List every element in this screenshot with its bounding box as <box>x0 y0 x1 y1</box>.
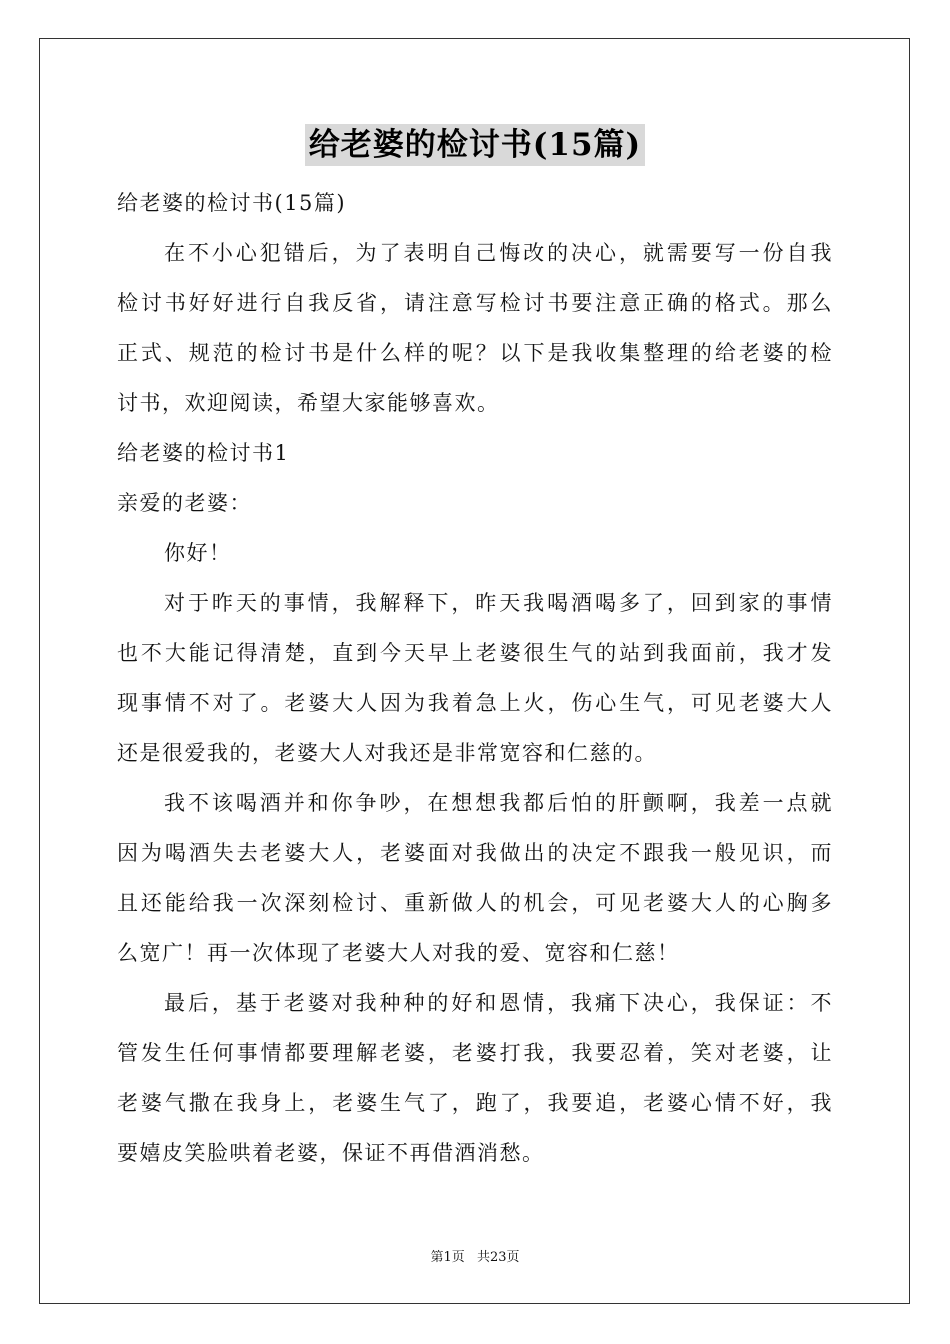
paragraph-line: 且还能给我一次深刻检讨、重新做人的机会，可见老婆大人的心胸多 <box>117 891 833 915</box>
greeting: 你好！ <box>164 541 232 565</box>
section-heading: 给老婆的检讨书1 <box>117 441 290 465</box>
page-total: 共23页 <box>476 1250 520 1265</box>
paragraph-line: 对于昨天的事情，我解释下，昨天我喝酒喝多了，回到家的事情 <box>164 591 833 615</box>
paragraph-line: 现事情不对了。老婆大人因为我着急上火，伤心生气，可见老婆大人 <box>117 691 833 715</box>
paragraph-line: 还是很爱我的，老婆大人对我还是非常宽容和仁慈的。 <box>117 741 657 765</box>
paragraph-line: 老婆气撒在我身上，老婆生气了，跑了，我要追，老婆心情不好，我 <box>117 1091 833 1115</box>
salutation: 亲爱的老婆： <box>117 491 252 515</box>
document-subtitle: 给老婆的检讨书(15篇) <box>117 191 347 215</box>
paragraph-line: 管发生任何事情都要理解老婆，老婆打我，我要忍着，笑对老婆，让 <box>117 1041 833 1065</box>
document-body <box>117 178 833 1178</box>
paragraph-line: 因为喝酒失去老婆大人，老婆面对我做出的决定不跟我一般见识，而 <box>117 841 833 865</box>
intro-line: 检讨书好好进行自我反省，请注意写检讨书要注意正确的格式。那么 <box>117 291 833 315</box>
intro-line: 在不小心犯错后，为了表明自己悔改的决心，就需要写一份自我 <box>164 241 833 265</box>
intro-line: 讨书，欢迎阅读，希望大家能够喜欢。 <box>117 391 500 415</box>
paragraph-line: 我不该喝酒并和你争吵，在想想我都后怕的肝颤啊，我差一点就 <box>164 791 833 815</box>
page-number: 第1页 <box>430 1250 465 1265</box>
document-title: 给老婆的检讨书(15篇) <box>305 124 645 166</box>
title-container <box>0 124 950 166</box>
intro-line: 正式、规范的检讨书是什么样的呢？以下是我收集整理的给老婆的检 <box>117 341 833 365</box>
page-footer <box>0 1246 950 1265</box>
paragraph-line: 也不大能记得清楚，直到今天早上老婆很生气的站到我面前，我才发 <box>117 641 833 665</box>
paragraph-line: 最后，基于老婆对我种种的好和恩情，我痛下决心，我保证：不 <box>164 991 833 1015</box>
paragraph-line: 要嬉皮笑脸哄着老婆，保证不再借酒消愁。 <box>117 1141 545 1165</box>
paragraph-line: 么宽广！再一次体现了老婆大人对我的爱、宽容和仁慈！ <box>117 941 680 965</box>
